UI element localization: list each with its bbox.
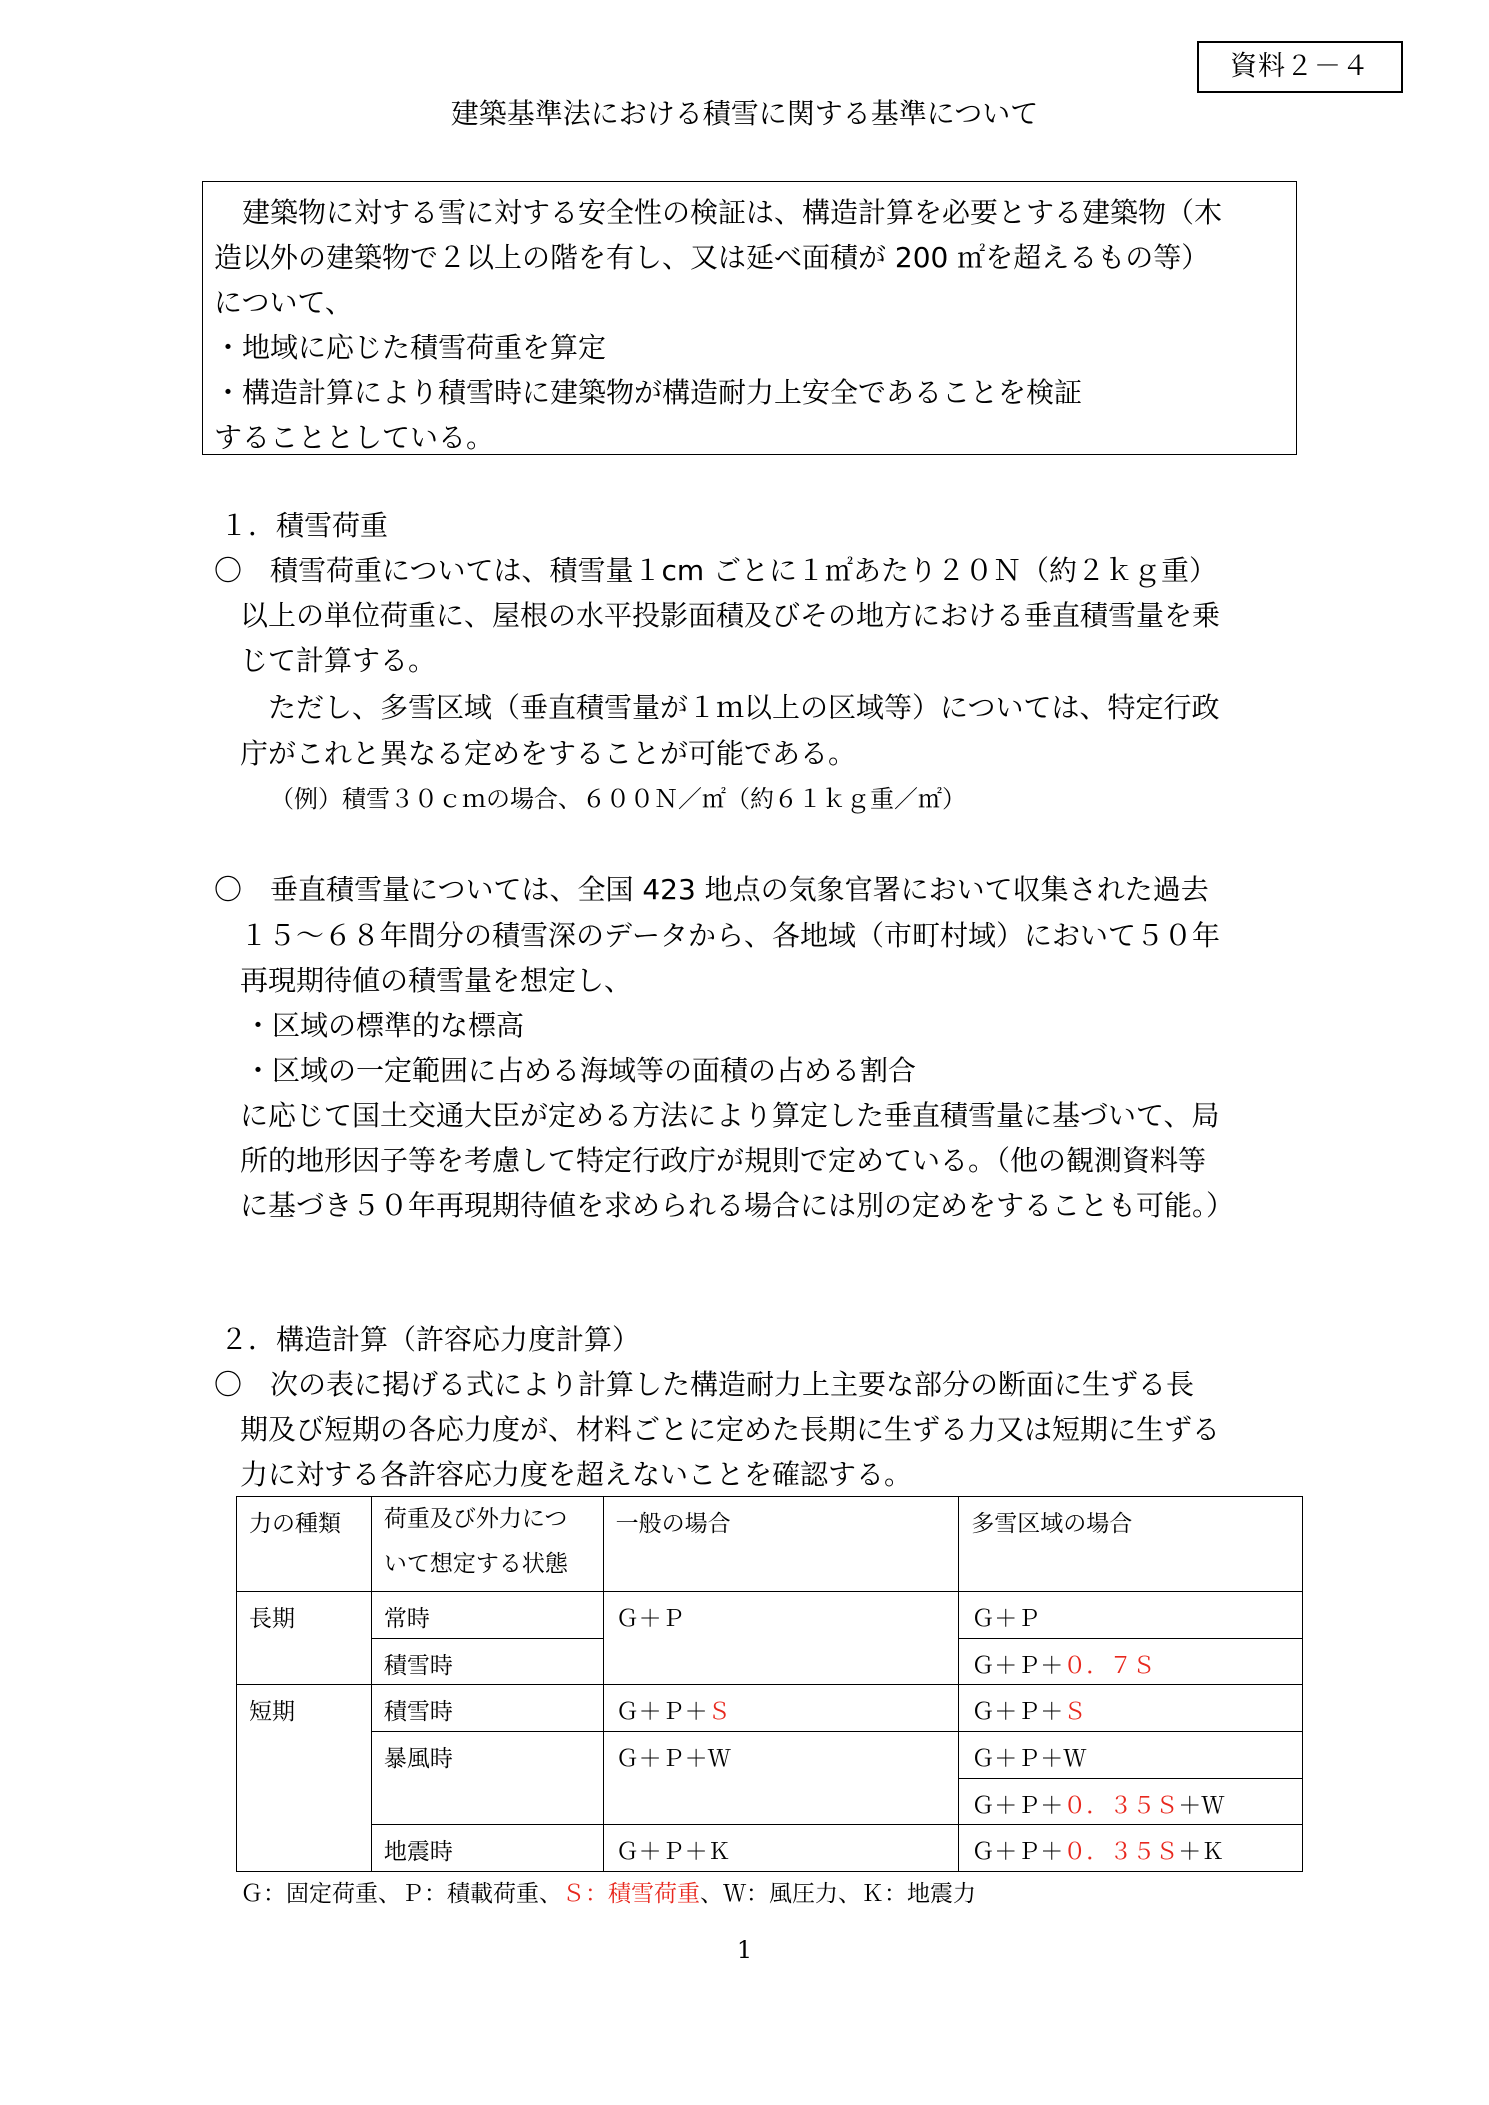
table-row [237,1592,1303,1639]
section-1-paragraph-line: 〇 積雪荷重については、積雪量１cm ごとに１㎡あたり２０Ｎ（約２ｋｇ重） [214,554,1218,587]
legend-text: 、Ｗ：風圧力、Ｋ：地震力 [700,1881,976,1907]
section-2-paragraph-line: 力に対する各許容応力度を超えないことを確認する。 [240,1458,913,1491]
section-2-paragraph-line: 〇 次の表に掲げる式により計算した構造耐力上主要な部分の断面に生ずる長 [214,1368,1195,1401]
formula-base: Ｇ＋Ｐ＋ [971,1652,1064,1679]
state-earthquake: 地震時 [371,1825,603,1872]
section-2-heading: ２．構造計算（許容応力度計算） [220,1323,641,1356]
summary-line: ・構造計算により積雪時に建築物が構造耐力上安全であることを検証 [214,376,1083,409]
section-1-paragraph-line: 所的地形因子等を考慮して特定行政庁が規則で定めている。（他の観測資料等 [240,1144,1207,1177]
section-1-heading: １．積雪荷重 [220,509,389,542]
section-1-paragraph-line: 〇 垂直積雪量については、全国 423 地点の気象官署において収集された過去 [214,873,1209,906]
table-row [237,1732,1303,1779]
section-1-paragraph-line: ただし、多雪区域（垂直積雪量が１ｍ以上の区域等）については、特定行政 [240,691,1220,724]
header-general-case: 一般の場合 [603,1497,959,1592]
summary-line: することとしている。 [214,421,495,454]
section-1-paragraph-line: 以上の単位荷重に、屋根の水平投影面積及びその地方における垂直積雪量を乗 [240,599,1221,632]
state-snow-long: 積雪時 [371,1638,603,1685]
table-legend [240,1875,976,1908]
section-1-bullet: ・区域の標準的な標高 [244,1009,525,1042]
formula-base: Ｇ＋Ｐ＋ [971,1839,1064,1866]
formula-tail: ＋Ｋ [1178,1839,1225,1866]
general-earthquake-formula: Ｇ＋Ｐ＋Ｋ [603,1825,959,1872]
formula-tail: ＋Ｗ [1178,1792,1225,1819]
snow-coefficient: ０．３５Ｓ [1063,1839,1179,1866]
document-reference-label: 資料２－４ [1197,41,1403,93]
section-1-paragraph-line: に応じて国土交通大臣が定める方法により算定した垂直積雪量に基づいて、局 [240,1099,1220,1132]
header-assumed-state-line: いて想定する状態 [383,1551,568,1577]
header-assumed-state [371,1497,603,1592]
general-storm-formula: Ｇ＋Ｐ＋Ｗ [603,1732,959,1825]
heavy-earthquake-formula [959,1825,1303,1872]
snow-coefficient: ０．３５Ｓ [1063,1792,1179,1819]
heavy-storm-formula: Ｇ＋Ｐ＋Ｗ [959,1732,1303,1779]
section-1-bullet: ・区域の一定範囲に占める海域等の面積の占める割合 [244,1054,917,1087]
state-normal: 常時 [371,1592,603,1639]
section-1-paragraph-line: 再現期待値の積雪量を想定し、 [240,964,633,997]
table-row [237,1825,1303,1872]
heavy-snow-short-formula [959,1685,1303,1732]
formula-base: Ｇ＋Ｐ＋ [971,1699,1064,1726]
summary-line: 造以外の建築物で２以上の階を有し、又は延べ面積が 200 ㎡を超えるもの等） [214,241,1210,274]
heavy-storm-snow-formula [959,1778,1303,1825]
heavy-snow-long-formula [959,1638,1303,1685]
general-snow-short-formula [603,1685,959,1732]
load-combination-table [236,1496,1303,1872]
long-term-label: 長期 [237,1592,372,1685]
snow-coefficient: Ｓ [1063,1699,1087,1726]
summary-line: について、 [214,286,353,319]
formula-base: Ｇ＋Ｐ＋ [971,1792,1064,1819]
state-snow-short: 積雪時 [371,1685,603,1732]
table-header-row [237,1497,1303,1592]
section-1-paragraph-line: に基づき５０年再現期待値を求められる場合には別の定めをすることも可能。） [240,1189,1235,1222]
header-heavy-snow-case: 多雪区域の場合 [959,1497,1303,1592]
snow-coefficient: Ｓ [707,1699,731,1726]
formula-base: Ｇ＋Ｐ＋ [615,1699,708,1726]
snow-load-example: （例）積雪３０ｃｍの場合、６００Ｎ／㎡（約６１ｋｇ重／㎡） [270,785,966,813]
section-1-paragraph-line: １５～６８年間分の積雪深のデータから、各地域（市町村域）において５０年 [240,919,1221,952]
heavy-normal-formula: Ｇ＋Ｐ [959,1592,1303,1639]
short-term-label: 短期 [237,1685,372,1872]
state-storm: 暴風時 [371,1732,603,1825]
summary-line: ・地域に応じた積雪荷重を算定 [214,331,607,364]
page-number: 1 [736,1936,753,1964]
summary-line: 建築物に対する雪に対する安全性の検証は、構造計算を必要とする建築物（木 [214,196,1223,229]
section-2-paragraph-line: 期及び短期の各応力度が、材料ごとに定めた長期に生ずる力又は短期に生ずる [240,1413,1221,1446]
legend-snow-load: Ｓ：積雪荷重 [562,1881,700,1907]
table-row [237,1685,1303,1732]
snow-coefficient: ０．７Ｓ [1063,1652,1156,1679]
header-assumed-state-line: 荷重及び外力につ [383,1506,568,1532]
document-title: 建築基準法における積雪に関する基準について [450,97,1039,130]
legend-text: Ｇ：固定荷重、Ｐ：積載荷重、 [240,1881,562,1907]
general-long-term-formula: Ｇ＋Ｐ [603,1592,959,1685]
section-1-paragraph-line: じて計算する。 [240,644,437,677]
header-force-type: 力の種類 [237,1497,372,1592]
section-1-paragraph-line: 庁がこれと異なる定めをすることが可能である。 [240,737,857,770]
